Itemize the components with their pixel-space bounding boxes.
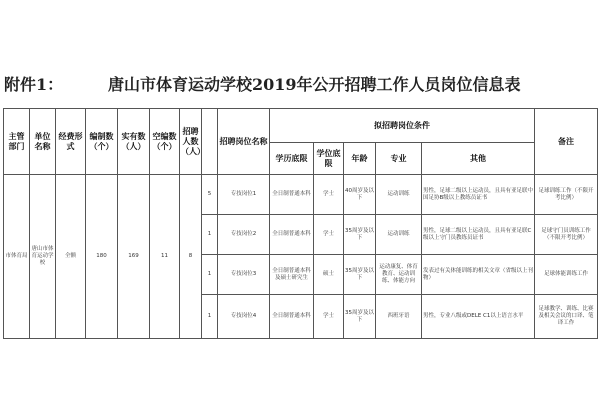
age-cell: 35周岁及以下 [344,295,376,339]
col-remark-header: 备注 [535,109,598,175]
num-cell: 1 [202,295,218,339]
education-cell: 全日制普通本科 [270,295,314,339]
dept-cell: 市体育局 [4,175,30,339]
actual-cell: 169 [118,175,150,339]
col-actual-header: 实有数（人） [118,109,150,175]
degree-cell: 学士 [314,215,344,255]
num-cell: 1 [202,255,218,295]
degree-cell: 学士 [314,295,344,339]
major-cell: 运动训练 [376,175,422,215]
other-cell: 发表过有关体能训练的相关文章（省级以上刊物） [422,255,535,295]
col-age-header: 年龄 [344,143,376,175]
quota-cell: 180 [86,175,118,339]
remark-cell: 足球守门员训练工作（不限开考比例） [535,215,598,255]
unit-cell: 唐山市体育运动学校 [30,175,56,339]
other-cell: 男性，足球二级以上运动员，且具有亚足联中国足协B级以上教练员证书 [422,175,535,215]
degree-cell: 学士 [314,175,344,215]
age-cell: 40周岁及以下 [344,175,376,215]
hire-count-cell: 8 [180,175,202,339]
col-other-header: 其他 [422,143,535,175]
col-dept-header: 主管部门 [4,109,30,175]
positions-table [3,108,598,339]
major-cell: 运动训练 [376,215,422,255]
vacant-cell: 11 [150,175,180,339]
other-cell: 男性，专业八级或DELE C1以上语言水平 [422,295,535,339]
col-funding-header: 经费形式 [56,109,86,175]
age-cell: 35周岁及以下 [344,215,376,255]
position-cell: 专技岗位3 [218,255,270,295]
table-row [4,175,598,215]
position-cell: 专技岗位4 [218,295,270,339]
remark-cell: 足球教学、训练、比赛及相关会议的口译、笔译工作 [535,295,598,339]
col-num-header [202,109,218,175]
age-cell: 35周岁及以下 [344,255,376,295]
document-header [0,70,600,96]
attachment-label: 附件1： [4,75,64,94]
num-cell: 1 [202,215,218,255]
position-cell: 专技岗位2 [218,215,270,255]
education-cell: 全日制普通本科 [270,175,314,215]
major-cell: 运动康复、体育教育、运动训练、体能方向 [376,255,422,295]
education-cell: 全日制普通本科及硕士研究生 [270,255,314,295]
col-position-header: 招聘岗位名称 [218,109,270,175]
document-title: 唐山市体育运动学校2019年公开招聘工作人员岗位信息表 [108,75,521,94]
col-major-header: 专业 [376,143,422,175]
col-unit-header: 单位名称 [30,109,56,175]
col-education-header: 学历底限 [270,143,314,175]
major-cell: 西班牙语 [376,295,422,339]
remark-cell: 足球体能训练工作 [535,255,598,295]
col-vacant-header: 空编数（个） [150,109,180,175]
position-cell: 专技岗位1 [218,175,270,215]
degree-cell: 硕士 [314,255,344,295]
remark-cell: 足球训练工作（不限开考比例） [535,175,598,215]
col-hire-count-header: 招聘人数（人） [180,109,202,175]
header-row-1 [4,109,598,143]
col-quota-header: 编制数（个） [86,109,118,175]
num-cell: 5 [202,175,218,215]
other-cell: 男性，足球二级以上运动员，且具有亚足联C级以上守门员教练员证书 [422,215,535,255]
education-cell: 全日制普通本科 [270,215,314,255]
funding-cell: 全额 [56,175,86,339]
col-degree-header: 学位底限 [314,143,344,175]
conditions-group-header: 拟招聘岗位条件 [270,109,535,143]
